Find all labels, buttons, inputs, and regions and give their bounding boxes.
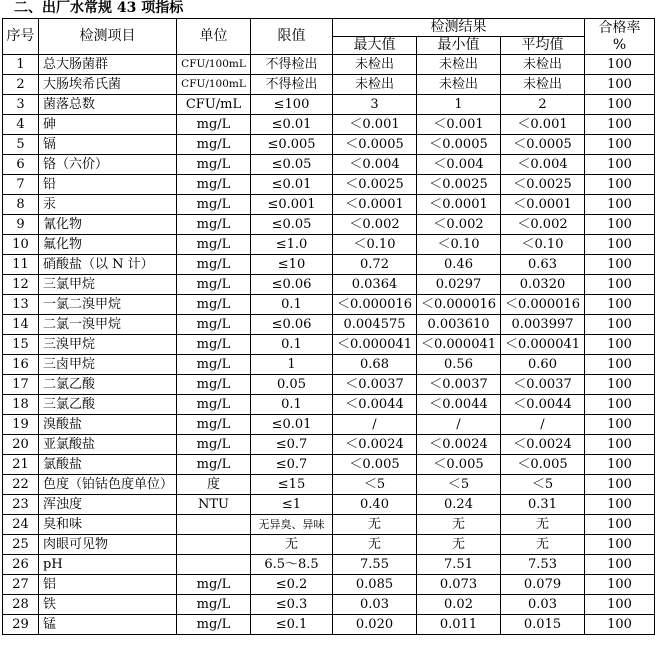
cell-pass-rate: 100 <box>585 215 655 235</box>
table-row <box>3 95 655 115</box>
table-row <box>3 575 655 595</box>
cell-limit: 0.1 <box>251 335 333 355</box>
cell-min: 0.02 <box>417 595 501 615</box>
cell-item: 铝 <box>39 575 177 595</box>
cell-item: 三氯甲烷 <box>39 275 177 295</box>
cell-limit: ≤0.06 <box>251 315 333 335</box>
cell-max: ＜0.0024 <box>333 435 417 455</box>
cell-avg: 0.003997 <box>501 315 585 335</box>
cell-seq: 20 <box>3 435 39 455</box>
cell-min: 未检出 <box>417 75 501 95</box>
cell-seq: 9 <box>3 215 39 235</box>
cell-limit: ≤0.2 <box>251 575 333 595</box>
cell-avg: 2 <box>501 95 585 115</box>
cell-max: ＜0.001 <box>333 115 417 135</box>
table-row <box>3 295 655 315</box>
cell-avg: ＜0.10 <box>501 235 585 255</box>
cell-limit: ≤0.05 <box>251 215 333 235</box>
table-row <box>3 475 655 495</box>
cell-item: 二氯一溴甲烷 <box>39 315 177 335</box>
cell-min: ＜5 <box>417 475 501 495</box>
cell-min: ＜0.000016 <box>417 295 501 315</box>
cell-min: ＜0.0024 <box>417 435 501 455</box>
cell-unit: mg/L <box>177 135 251 155</box>
table-row <box>3 455 655 475</box>
cell-pass-rate: 100 <box>585 375 655 395</box>
table-row <box>3 235 655 255</box>
cell-unit <box>177 555 251 575</box>
cell-max: 0.68 <box>333 355 417 375</box>
cell-unit: mg/L <box>177 435 251 455</box>
cell-min: 无 <box>417 515 501 535</box>
cell-min: ＜0.0001 <box>417 195 501 215</box>
table-body <box>3 55 655 635</box>
cell-max: 0.020 <box>333 615 417 635</box>
cell-limit: ≤0.01 <box>251 115 333 135</box>
cell-min: 未检出 <box>417 55 501 75</box>
cell-pass-rate: 100 <box>585 75 655 95</box>
cell-limit: ≤1.0 <box>251 235 333 255</box>
cell-unit: mg/L <box>177 295 251 315</box>
cell-limit: 不得检出 <box>251 75 333 95</box>
cell-max: 0.004575 <box>333 315 417 335</box>
cell-seq: 29 <box>3 615 39 635</box>
cell-limit: ≤15 <box>251 475 333 495</box>
cell-max: 无 <box>333 535 417 555</box>
cell-limit: ≤0.7 <box>251 455 333 475</box>
cell-unit: mg/L <box>177 195 251 215</box>
cell-max: 0.03 <box>333 595 417 615</box>
cell-seq: 25 <box>3 535 39 555</box>
header-pass-rate-line2: % <box>612 36 627 53</box>
cell-seq: 13 <box>3 295 39 315</box>
cell-min: / <box>417 415 501 435</box>
cell-avg: 0.03 <box>501 595 585 615</box>
cell-pass-rate: 100 <box>585 95 655 115</box>
table-row <box>3 395 655 415</box>
cell-unit: mg/L <box>177 595 251 615</box>
cell-item: 二氯乙酸 <box>39 375 177 395</box>
cell-seq: 14 <box>3 315 39 335</box>
cell-pass-rate: 100 <box>585 55 655 75</box>
cell-avg: 0.0320 <box>501 275 585 295</box>
header-min: 最小值 <box>417 37 501 55</box>
cell-avg: ＜0.000016 <box>501 295 585 315</box>
cell-min: 1 <box>417 95 501 115</box>
cell-max: 未检出 <box>333 75 417 95</box>
cell-limit: ≤100 <box>251 95 333 115</box>
cell-min: ＜0.0037 <box>417 375 501 395</box>
cell-min: ＜0.10 <box>417 235 501 255</box>
cell-unit: mg/L <box>177 375 251 395</box>
cell-pass-rate: 100 <box>585 495 655 515</box>
cell-limit: ≤0.01 <box>251 415 333 435</box>
header-pass-rate <box>585 19 655 55</box>
cell-max: ＜0.0001 <box>333 195 417 215</box>
table-row <box>3 335 655 355</box>
cell-item: 溴酸盐 <box>39 415 177 435</box>
cell-item: 锰 <box>39 615 177 635</box>
header-seq: 序号 <box>3 19 39 55</box>
cell-avg: ＜0.004 <box>501 155 585 175</box>
cell-limit: ≤0.3 <box>251 595 333 615</box>
cell-item: 氰化物 <box>39 215 177 235</box>
table-row <box>3 355 655 375</box>
cell-item: 铁 <box>39 595 177 615</box>
cell-min: ＜0.000041 <box>417 335 501 355</box>
cell-pass-rate: 100 <box>585 255 655 275</box>
cell-max: 0.40 <box>333 495 417 515</box>
cell-max: 无 <box>333 515 417 535</box>
cell-limit: 0.1 <box>251 295 333 315</box>
table-row <box>3 115 655 135</box>
cell-max: 7.55 <box>333 555 417 575</box>
cell-limit: ≤10 <box>251 255 333 275</box>
cell-max: ＜0.0025 <box>333 175 417 195</box>
cell-pass-rate: 100 <box>585 415 655 435</box>
cell-unit: mg/L <box>177 335 251 355</box>
cell-max: ＜0.0005 <box>333 135 417 155</box>
cell-min: ＜0.0044 <box>417 395 501 415</box>
cell-item: 菌落总数 <box>39 95 177 115</box>
cell-max: 未检出 <box>333 55 417 75</box>
cell-pass-rate: 100 <box>585 535 655 555</box>
cell-limit: 无 <box>251 535 333 555</box>
cell-item: 铬（六价） <box>39 155 177 175</box>
cell-pass-rate: 100 <box>585 115 655 135</box>
cell-min: 无 <box>417 535 501 555</box>
cell-limit: ≤0.06 <box>251 275 333 295</box>
cell-avg: 无 <box>501 515 585 535</box>
cell-unit: 度 <box>177 475 251 495</box>
cell-unit: mg/L <box>177 255 251 275</box>
table-row <box>3 275 655 295</box>
cell-min: ＜0.004 <box>417 155 501 175</box>
cell-seq: 17 <box>3 375 39 395</box>
cell-max: ＜5 <box>333 475 417 495</box>
cell-max: ＜0.002 <box>333 215 417 235</box>
header-unit: 单位 <box>177 19 251 55</box>
cell-min: ＜0.001 <box>417 115 501 135</box>
cell-unit: mg/L <box>177 455 251 475</box>
cell-pass-rate: 100 <box>585 615 655 635</box>
cell-seq: 7 <box>3 175 39 195</box>
cell-avg: 0.015 <box>501 615 585 635</box>
cell-min: 0.24 <box>417 495 501 515</box>
cell-unit <box>177 515 251 535</box>
cell-item: 砷 <box>39 115 177 135</box>
table-row <box>3 535 655 555</box>
cell-avg: 0.63 <box>501 255 585 275</box>
cell-seq: 1 <box>3 55 39 75</box>
cell-seq: 8 <box>3 195 39 215</box>
cell-avg: 未检出 <box>501 55 585 75</box>
cell-unit: CFU/100mL <box>177 55 251 75</box>
cell-max: ＜0.0044 <box>333 395 417 415</box>
cell-pass-rate: 100 <box>585 555 655 575</box>
table-row <box>3 515 655 535</box>
cell-limit: ≤0.1 <box>251 615 333 635</box>
cell-avg: 7.53 <box>501 555 585 575</box>
cell-item: 浑浊度 <box>39 495 177 515</box>
cell-item: 总大肠菌群 <box>39 55 177 75</box>
cell-item: 臭和味 <box>39 515 177 535</box>
cell-item: 肉眼可见物 <box>39 535 177 555</box>
cell-seq: 12 <box>3 275 39 295</box>
cell-pass-rate: 100 <box>585 235 655 255</box>
cell-unit: mg/L <box>177 235 251 255</box>
table-row <box>3 375 655 395</box>
cell-avg: 0.31 <box>501 495 585 515</box>
table-row <box>3 555 655 575</box>
cell-limit: 无异臭、异味 <box>251 515 333 535</box>
cell-limit: 不得检出 <box>251 55 333 75</box>
cell-max: ＜0.10 <box>333 235 417 255</box>
cell-avg: 0.079 <box>501 575 585 595</box>
cell-unit: NTU <box>177 495 251 515</box>
cell-item: 三溴甲烷 <box>39 335 177 355</box>
cell-seq: 16 <box>3 355 39 375</box>
cell-max: 0.085 <box>333 575 417 595</box>
cell-unit: mg/L <box>177 615 251 635</box>
header-item: 检测项目 <box>39 19 177 55</box>
cell-item: 色度（铂钴色度单位） <box>39 475 177 495</box>
table-row <box>3 135 655 155</box>
cell-min: 0.073 <box>417 575 501 595</box>
table-row <box>3 435 655 455</box>
cell-min: ＜0.0025 <box>417 175 501 195</box>
cell-seq: 24 <box>3 515 39 535</box>
cell-item: 一氯二溴甲烷 <box>39 295 177 315</box>
cell-pass-rate: 100 <box>585 515 655 535</box>
cell-limit: 6.5～8.5 <box>251 555 333 575</box>
cell-max: ＜0.0037 <box>333 375 417 395</box>
cell-unit: CFU/mL <box>177 95 251 115</box>
water-quality-table <box>2 18 655 635</box>
cell-pass-rate: 100 <box>585 595 655 615</box>
cell-avg: ＜0.0044 <box>501 395 585 415</box>
cell-item: 氟化物 <box>39 235 177 255</box>
cell-unit: mg/L <box>177 415 251 435</box>
table-row <box>3 175 655 195</box>
cell-min: 0.56 <box>417 355 501 375</box>
cell-max: ＜0.004 <box>333 155 417 175</box>
cell-item: 三卤甲烷 <box>39 355 177 375</box>
cell-pass-rate: 100 <box>585 195 655 215</box>
cell-avg: ＜0.005 <box>501 455 585 475</box>
cell-limit: ≤0.01 <box>251 175 333 195</box>
cell-max: ＜0.000016 <box>333 295 417 315</box>
cell-limit: 1 <box>251 355 333 375</box>
cell-limit: ≤0.005 <box>251 135 333 155</box>
cell-seq: 19 <box>3 415 39 435</box>
table-row <box>3 595 655 615</box>
cell-min: ＜0.005 <box>417 455 501 475</box>
cell-limit: ≤0.001 <box>251 195 333 215</box>
cell-avg: 0.60 <box>501 355 585 375</box>
cell-pass-rate: 100 <box>585 175 655 195</box>
cell-max: 0.0364 <box>333 275 417 295</box>
cell-min: 0.46 <box>417 255 501 275</box>
cell-unit: CFU/100mL <box>177 75 251 95</box>
cell-item: 铅 <box>39 175 177 195</box>
header-avg: 平均值 <box>501 37 585 55</box>
cell-pass-rate: 100 <box>585 155 655 175</box>
cell-max: 3 <box>333 95 417 115</box>
cell-unit: mg/L <box>177 355 251 375</box>
header-result: 检测结果 <box>333 19 585 37</box>
cell-avg: 无 <box>501 535 585 555</box>
cell-seq: 6 <box>3 155 39 175</box>
table-row <box>3 315 655 335</box>
cell-avg: ＜0.002 <box>501 215 585 235</box>
cell-seq: 21 <box>3 455 39 475</box>
cell-seq: 28 <box>3 595 39 615</box>
cell-max: ＜0.000041 <box>333 335 417 355</box>
table-row <box>3 415 655 435</box>
cell-avg: / <box>501 415 585 435</box>
cell-max: 0.72 <box>333 255 417 275</box>
cell-avg: ＜0.0025 <box>501 175 585 195</box>
cell-item: pH <box>39 555 177 575</box>
cell-unit: mg/L <box>177 175 251 195</box>
cell-min: ＜0.002 <box>417 215 501 235</box>
cell-pass-rate: 100 <box>585 455 655 475</box>
cell-avg: ＜0.001 <box>501 115 585 135</box>
table-row <box>3 215 655 235</box>
cell-unit: mg/L <box>177 115 251 135</box>
section-title: 二、出厂水常规 43 项指标 <box>14 0 184 16</box>
cell-seq: 3 <box>3 95 39 115</box>
cell-pass-rate: 100 <box>585 355 655 375</box>
cell-item: 镉 <box>39 135 177 155</box>
cell-limit: ≤0.05 <box>251 155 333 175</box>
cell-limit: ≤1 <box>251 495 333 515</box>
cell-unit: mg/L <box>177 395 251 415</box>
cell-seq: 23 <box>3 495 39 515</box>
table-row <box>3 615 655 635</box>
cell-unit: mg/L <box>177 275 251 295</box>
cell-item: 亚氯酸盐 <box>39 435 177 455</box>
table-row <box>3 55 655 75</box>
cell-seq: 5 <box>3 135 39 155</box>
cell-avg: ＜0.0024 <box>501 435 585 455</box>
cell-avg: ＜0.0001 <box>501 195 585 215</box>
cell-pass-rate: 100 <box>585 575 655 595</box>
cell-pass-rate: 100 <box>585 395 655 415</box>
cell-max: / <box>333 415 417 435</box>
cell-seq: 18 <box>3 395 39 415</box>
cell-seq: 4 <box>3 115 39 135</box>
cell-pass-rate: 100 <box>585 475 655 495</box>
header-limit: 限值 <box>251 19 333 55</box>
cell-pass-rate: 100 <box>585 275 655 295</box>
cell-avg: ＜5 <box>501 475 585 495</box>
cell-seq: 11 <box>3 255 39 275</box>
cell-avg: 未检出 <box>501 75 585 95</box>
cell-avg: ＜0.0037 <box>501 375 585 395</box>
cell-unit: mg/L <box>177 315 251 335</box>
cell-item: 氯酸盐 <box>39 455 177 475</box>
cell-avg: ＜0.000041 <box>501 335 585 355</box>
cell-avg: ＜0.0005 <box>501 135 585 155</box>
cell-seq: 26 <box>3 555 39 575</box>
table-row <box>3 75 655 95</box>
cell-limit: 0.05 <box>251 375 333 395</box>
cell-pass-rate: 100 <box>585 335 655 355</box>
cell-limit: ≤0.7 <box>251 435 333 455</box>
cell-limit: 0.1 <box>251 395 333 415</box>
cell-pass-rate: 100 <box>585 295 655 315</box>
cell-item: 大肠埃希氏菌 <box>39 75 177 95</box>
cell-seq: 22 <box>3 475 39 495</box>
cell-pass-rate: 100 <box>585 135 655 155</box>
cell-item: 三氯乙酸 <box>39 395 177 415</box>
cell-unit: mg/L <box>177 575 251 595</box>
cell-max: ＜0.005 <box>333 455 417 475</box>
cell-min: 0.011 <box>417 615 501 635</box>
cell-item: 硝酸盐（以 N 计） <box>39 255 177 275</box>
cell-min: 0.003610 <box>417 315 501 335</box>
cell-pass-rate: 100 <box>585 315 655 335</box>
cell-seq: 15 <box>3 335 39 355</box>
table-row <box>3 195 655 215</box>
cell-unit <box>177 535 251 555</box>
cell-min: ＜0.0005 <box>417 135 501 155</box>
table-row <box>3 155 655 175</box>
cell-seq: 10 <box>3 235 39 255</box>
cell-min: 0.0297 <box>417 275 501 295</box>
cell-item: 汞 <box>39 195 177 215</box>
table-row <box>3 495 655 515</box>
cell-unit: mg/L <box>177 215 251 235</box>
cell-unit: mg/L <box>177 155 251 175</box>
cell-seq: 27 <box>3 575 39 595</box>
table-row <box>3 255 655 275</box>
cell-seq: 2 <box>3 75 39 95</box>
header-max: 最大值 <box>333 37 417 55</box>
cell-min: 7.51 <box>417 555 501 575</box>
cell-pass-rate: 100 <box>585 435 655 455</box>
header-pass-rate-line1: 合格率 <box>598 19 641 36</box>
